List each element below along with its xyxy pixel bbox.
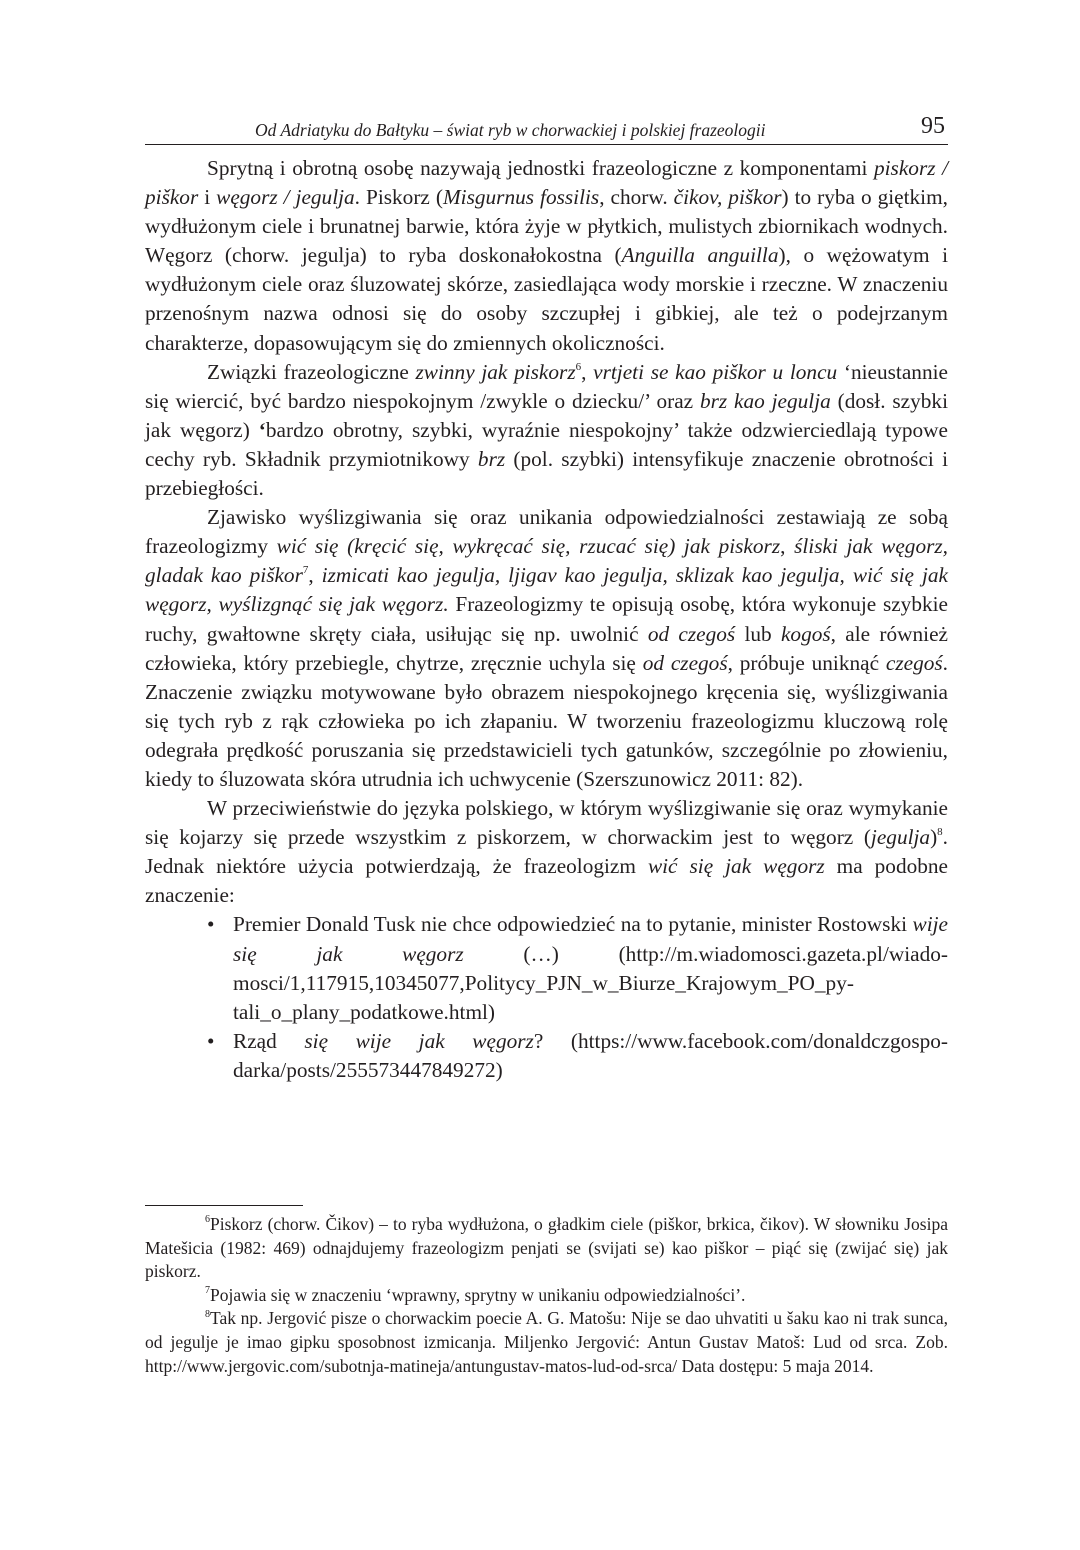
text-span: , chorw. bbox=[599, 185, 674, 210]
text-span: , bbox=[780, 534, 795, 559]
running-header bbox=[145, 112, 948, 145]
text-span: Premier Donald Tusk nie chce odpowiedzieć na to pytanie, minister Rostowski bbox=[233, 912, 913, 937]
text-span: . Jednak niektóre użycia potwierdzają, że frazeologizm bbox=[145, 825, 948, 879]
bold-quote: ‘ bbox=[258, 417, 266, 442]
italic-term: Misgurnus fossilis bbox=[442, 185, 600, 210]
text-span: . Znaczenie związku motywowane było obrazem niespokojnego kręcenia się, wyślizgiwania się tych ryb z rąk człowieka po ich złapaniu. W tworzeniu frazeologizmu kluczową rolę odegrała prędkość poruszania się przedstawicieli tych gatunków, szczególnie po złowieniu, kiedy to śluzowata skóra utrudnia ich uchwycenie (Szerszunowicz 2011: 82). bbox=[145, 650, 948, 791]
italic-term: brz bbox=[477, 446, 506, 471]
text-span: ma podobne znaczenie: bbox=[145, 854, 948, 908]
text-span: (pol. szybki) intensyfikuje znaczenie obrotności i przebiegłości. bbox=[145, 446, 948, 501]
footnote-ref[interactable]: 6 bbox=[575, 360, 582, 373]
italic-term: vrtjeti se kao piškor u loncu bbox=[593, 359, 838, 384]
text-span: Zjawisko wyślizgiwania się oraz unikania odpowiedzialności zestawiają ze sobą frazeologizmy bbox=[145, 505, 948, 559]
italic-term: czegoś bbox=[885, 650, 943, 675]
text-span: Frazeologizmy te opisują osobę, która wykonuje szybkie ruchy, gwałtowne skręty ciała, usiłując się np. uwolnić bbox=[145, 592, 948, 646]
italic-term: od czegoś bbox=[642, 650, 728, 675]
paragraph bbox=[145, 358, 948, 503]
footnote-text: Pojawia się w znaczeniu ‘wprawny, sprytny w unikaniu odpowiedzialności’. bbox=[210, 1284, 746, 1305]
text-span: Związki frazeologiczne bbox=[207, 359, 416, 384]
footnote-ref[interactable]: 7 bbox=[302, 564, 309, 577]
footnote bbox=[145, 1307, 948, 1378]
italic-term: wić się jak węgorz bbox=[647, 854, 825, 879]
italic-term: piskorz / piškor bbox=[145, 156, 948, 210]
running-title: Od Adriatyku do Bałtyku – świat ryb w chorwackiej i polskiej frazeologii bbox=[255, 120, 766, 140]
text-span: ‘nieustannie się wiercić, być bardzo niespokojnym /zwykle o dziecku/’ oraz bbox=[145, 359, 948, 413]
paragraph bbox=[145, 503, 948, 794]
text-span: , bbox=[308, 563, 322, 588]
paragraph bbox=[145, 794, 948, 910]
italic-term: od czegoś bbox=[647, 621, 736, 646]
footnote-number: 8 bbox=[205, 1308, 210, 1320]
italic-term: jegulja bbox=[870, 825, 931, 850]
list-item bbox=[205, 910, 948, 1026]
italic-term: śliski jak węgorz, gladak kao piškor bbox=[145, 534, 948, 588]
text-span: ? (https://www.facebook.com/donaldczgospodarka/posts/255573447849272) bbox=[233, 1028, 949, 1082]
italic-term: kogoś bbox=[780, 621, 831, 646]
text-span: (…) (http://m.wiadomosci.gazeta.pl/wiadomosci/1,117915,10345077,Politycy_PJN_w_Biurze_Krajowym_PO_pytali_o_plany_podatkowe.html) bbox=[233, 941, 949, 1024]
footnote-number: 7 bbox=[205, 1284, 210, 1296]
italic-term: izmicati kao jegulja, ljigav kao jegulja, sklizak kao jegulja, wić się jak węgorz, wyślizgnąć się jak węgorz. bbox=[145, 563, 948, 617]
text-span: i bbox=[198, 185, 217, 210]
footnote-text: Tak np. Jergović pisze o chorwackim poecie A. G. Matošu: Nije se dao uhvatiti u šaku kao ni trak sunca, od jegulje je imao gipku sposobnost izmicanja. Miljenko Jergović: Antun Gustav Matoš: Lud od srca. Zob. http://www.jergovic.com/subotnja-matineja/antungustav-matos-lud-od-srca/ Data dostępu: 5 maja 2014. bbox=[145, 1308, 948, 1376]
italic-term: čikov, piškor bbox=[673, 185, 782, 210]
italic-term: wije się jak węgorz bbox=[233, 912, 948, 966]
italic-term: Anguilla anguilla bbox=[621, 243, 779, 268]
text-span: lub bbox=[735, 621, 781, 646]
text-span: bardzo obrotny, szybki, wyraźnie niespokojny’ także odzwierciedlają typowe cechy ryb. Składnik przymiotnikowy bbox=[145, 417, 948, 471]
text-span: , ale również człowieka, który przebiegle, chytrze, zręcznie uchyla się bbox=[145, 621, 948, 675]
footnote bbox=[145, 1284, 948, 1308]
italic-term: wić się (kręcić się, wykręcać się, rzucać się) jak piskorz bbox=[276, 534, 781, 559]
footnote bbox=[145, 1213, 948, 1284]
text-span: W przeciwieństwie do języka polskiego, w którym wyślizgiwanie się oraz wymykanie się kojarzy się przede wszystkim z piskorzem, w chorwackim jest to węgorz ( bbox=[145, 796, 948, 850]
text-span: Rząd bbox=[233, 1028, 305, 1053]
footnote-text: Piskorz (chorw. Čikov) – to ryba wydłużona, o gładkim ciele (piškor, brkica, čikov). W słowniku Josipa Matešicia (1982: 469) odnajdujemy frazeologizm penjati se (svijati se) kao piškor – piąć się (zwijać się) jak piskorz. bbox=[145, 1214, 948, 1282]
main-text bbox=[145, 154, 948, 1085]
list-item bbox=[205, 1027, 948, 1085]
text-span: (dosł. szybki jak węgorz) bbox=[145, 388, 948, 442]
text-span: ) to ryba o giętkim, wydłużonym ciele i brunatnej barwie, która żyje w płytkich, mulistych zbiornikach wodnych. Węgorz (chorw. jegulja) to ryba doskonałokostna ( bbox=[145, 185, 948, 268]
italic-term: węgorz / jegulja bbox=[216, 185, 355, 210]
text-span: ), o wężowatym i wydłużonym ciele oraz śluzowatej skórze, zasiedlająca wody morskie i rzeczne. W znaczeniu przenośnym nazwa odnosi się do osoby szczupłej i gibkiej, ale też o podejrzanym charakterze, dopasowującym się do zmiennych okoliczności. bbox=[145, 243, 948, 355]
footnotes bbox=[145, 1213, 948, 1378]
text-span: , próbuje uniknąć bbox=[727, 650, 886, 675]
footnote-ref[interactable]: 8 bbox=[937, 826, 943, 839]
text-span: . Piskorz ( bbox=[354, 185, 443, 210]
text-span: ) bbox=[930, 825, 938, 850]
paragraph bbox=[145, 154, 948, 358]
text-span: Sprytną i obrotną osobę nazywają jednostki frazeologiczne z komponentami bbox=[207, 156, 874, 180]
example-list bbox=[145, 910, 948, 1085]
italic-term: się wije jak węgorz bbox=[304, 1028, 534, 1053]
footnote-number: 6 bbox=[205, 1214, 210, 1226]
page-number: 95 bbox=[921, 113, 945, 139]
footnote-separator bbox=[145, 1205, 303, 1206]
text-span: , bbox=[581, 359, 594, 384]
italic-term: brz kao jegulja bbox=[699, 388, 831, 413]
italic-term: zwinny jak piskorz bbox=[415, 359, 576, 384]
